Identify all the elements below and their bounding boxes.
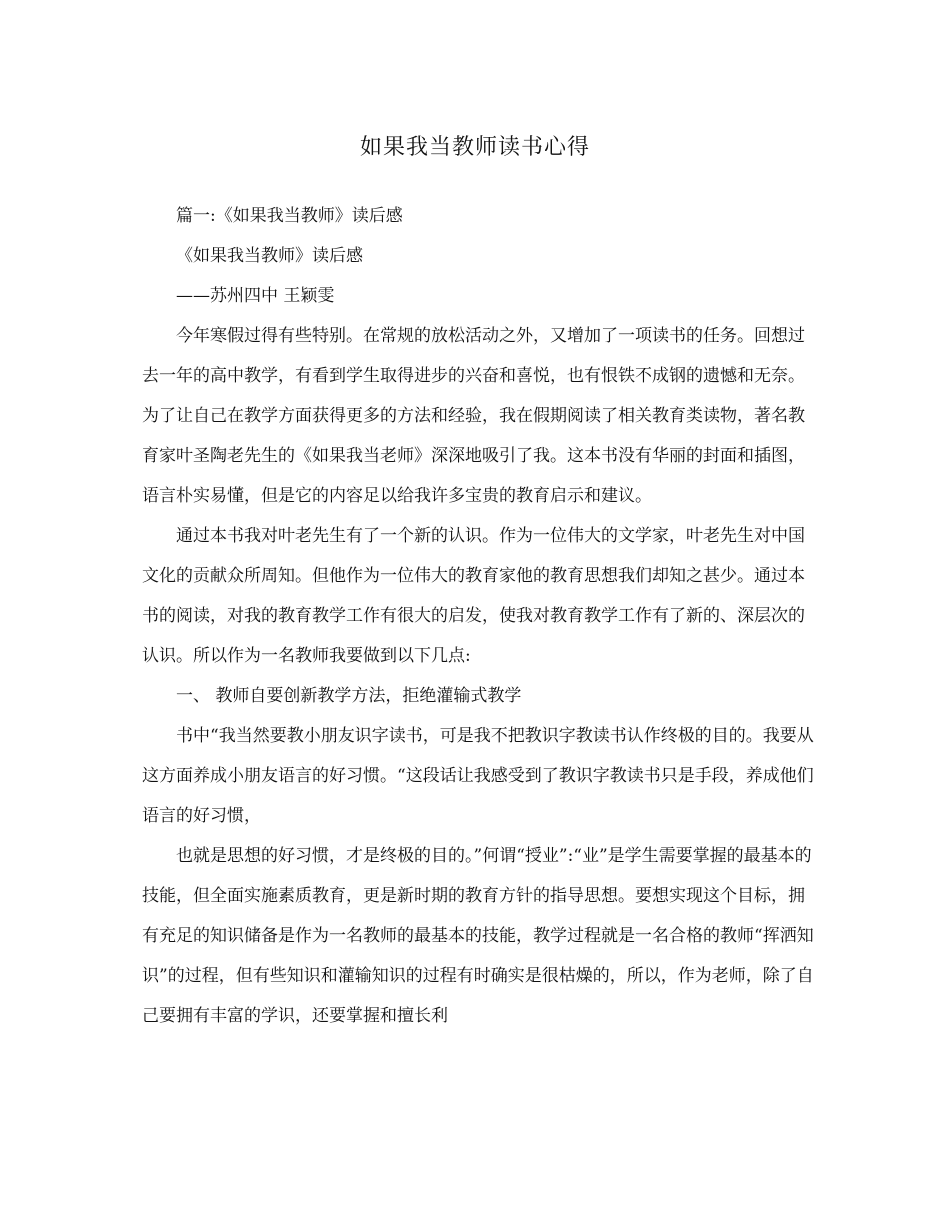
section-heading: 篇一:《如果我当教师》读后感	[176, 206, 403, 226]
point-heading: 一、 教师自要创新教学方法，拒绝灌输式教学	[176, 686, 522, 706]
document-body	[142, 196, 818, 1036]
article-title: 《如果我当教师》读后感	[176, 246, 363, 266]
document-title: 如果我当教师读书心得	[359, 135, 590, 160]
article-author: ——苏州四中 王颖雯	[176, 286, 335, 306]
body-paragraph: 也就是思想的好习惯，才是终极的目的。”何谓“授业”:“业”是学生需要掌握的最基本的技能，但全面实施素质教育，更是新时期的教育方针的指导思想。要想实现这个目标，拥有充足的知识储备是作为一名教师的最基本的技能，教学过程就是一名合格的教师“挥洒知识”的过程，但有些知识和灌输知识的过程有时确实是很枯燥的，所以，作为老师，除了自己要拥有丰富的学识，还要掌握和擅长利	[142, 846, 814, 1026]
body-paragraph: 今年寒假过得有些特别。在常规的放松活动之外，又增加了一项读书的任务。回想过去一年的高中教学，有看到学生取得进步的兴奋和喜悦，也有恨铁不成钢的遗憾和无奈。为了让自己在教学方面获得更多的方法和经验，我在假期阅读了相关教育类读物，著名教育家叶圣陶老先生的《如果我当老师》深深地吸引了我。这本书没有华丽的封面和插图，语言朴实易懂，但是它的内容足以给我许多宝贵的教育启示和建议。	[142, 326, 805, 506]
body-paragraph: 书中“我当然要教小朋友识字读书，可是我不把教识字教读书认作终极的目的。我要从这方面养成小朋友语言的好习惯。“这段话让我感受到了教识字教读书只是手段，养成他们语言的好习惯，	[142, 726, 814, 826]
body-paragraph: 通过本书我对叶老先生有了一个新的认识。作为一位伟大的文学家，叶老先生对中国文化的贡献众所周知。但他作为一位伟大的教育家他的教育思想我们却知之甚少。通过本书的阅读，对我的教育教学工作有很大的启发，使我对教育教学工作有了新的、深层次的认识。所以作为一名教师我要做到以下几点:	[142, 526, 805, 666]
